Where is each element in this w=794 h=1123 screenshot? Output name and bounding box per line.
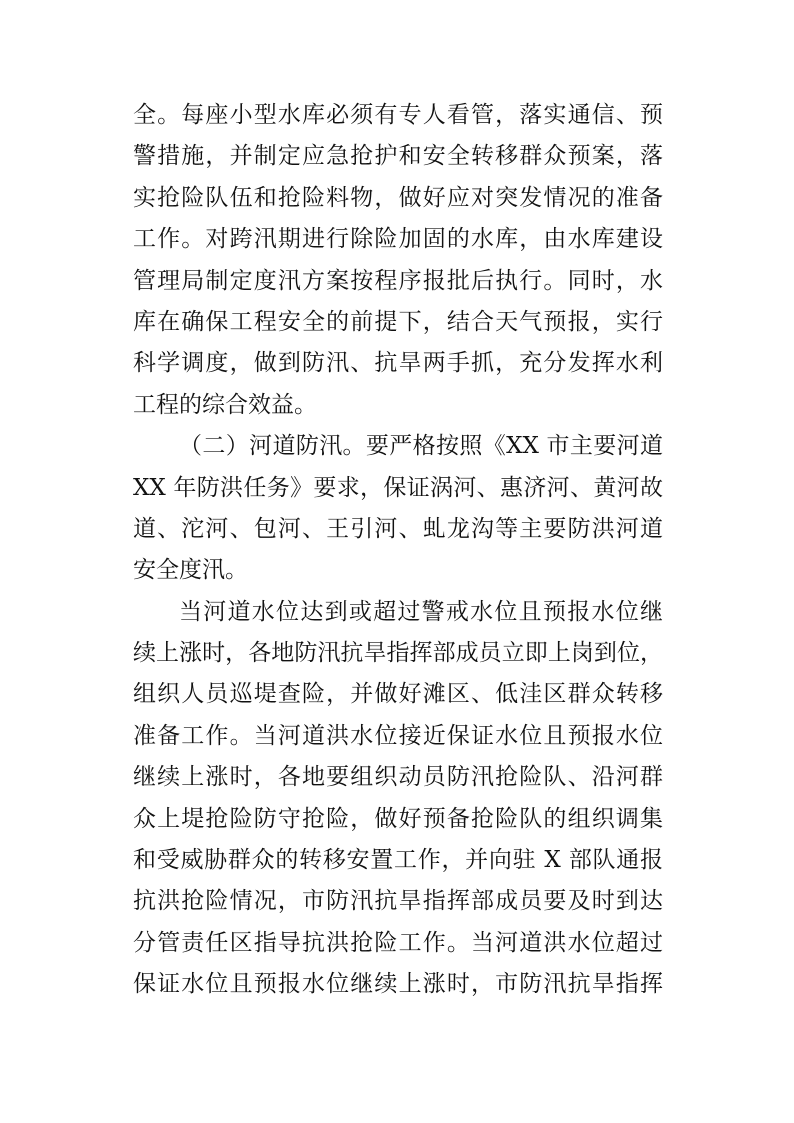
text-line: 当河道水位达到或超过警戒水位且预报水位继 xyxy=(179,598,663,625)
text-line: 续上涨时，各地防汛抗旱指挥部成员立即上岗到位， xyxy=(133,640,663,667)
text-line: 继续上涨时，各地要组织动员防汛抢险队、沿河群 xyxy=(133,764,663,791)
text-line: 道、沱河、包河、王引河、虬龙沟等主要防洪河道 xyxy=(133,515,663,542)
text-line: 工程的综合效益。 xyxy=(133,391,317,418)
text-line: 分管责任区指导抗洪抢险工作。当河道洪水位超过 xyxy=(133,929,663,956)
body-text xyxy=(133,95,663,1006)
text-line: 抗洪抢险情况，市防汛抗旱指挥部成员要及时到达 xyxy=(133,888,663,915)
text-line: （二）河道防汛。要严格按照《XX 市主要河道 xyxy=(179,433,663,460)
paragraph-water-level-response xyxy=(133,592,663,1006)
paragraph-river-flood-control xyxy=(133,426,663,592)
text-line: XX 年防洪任务》要求，保证涡河、惠济河、黄河故 xyxy=(133,474,663,501)
text-line: 安全度汛。 xyxy=(133,557,248,584)
text-line: 实抢险队伍和抢险料物，做好应对突发情况的准备 xyxy=(133,184,663,211)
text-line: 库在确保工程安全的前提下，结合天气预报，实行 xyxy=(133,308,663,335)
text-line: 和受威胁群众的转移安置工作，并向驻 X 部队通报 xyxy=(133,847,663,874)
text-line: 众上堤抢险防守抢险，做好预备抢险队的组织调集 xyxy=(133,805,663,832)
text-line: 科学调度，做到防汛、抗旱两手抓，充分发挥水利 xyxy=(133,350,663,377)
text-line: 全。每座小型水库必须有专人看管，落实通信、预 xyxy=(133,102,663,128)
text-line: 工作。对跨汛期进行除险加固的水库，由水库建设 xyxy=(133,226,663,253)
text-line: 管理局制定度汛方案按程序报批后执行。同时，水 xyxy=(133,267,663,294)
text-line: 保证水位且预报水位继续上涨时，市防汛抗旱指挥 xyxy=(133,971,663,998)
text-line: 警措施，并制定应急抢护和安全转移群众预案，落 xyxy=(133,143,663,170)
text-line: 组织人员巡堤查险，并做好滩区、低洼区群众转移 xyxy=(133,681,663,708)
paragraph-reservoir-continuation xyxy=(133,95,663,426)
text-line: 准备工作。当河道洪水位接近保证水位且预报水位 xyxy=(133,722,663,749)
